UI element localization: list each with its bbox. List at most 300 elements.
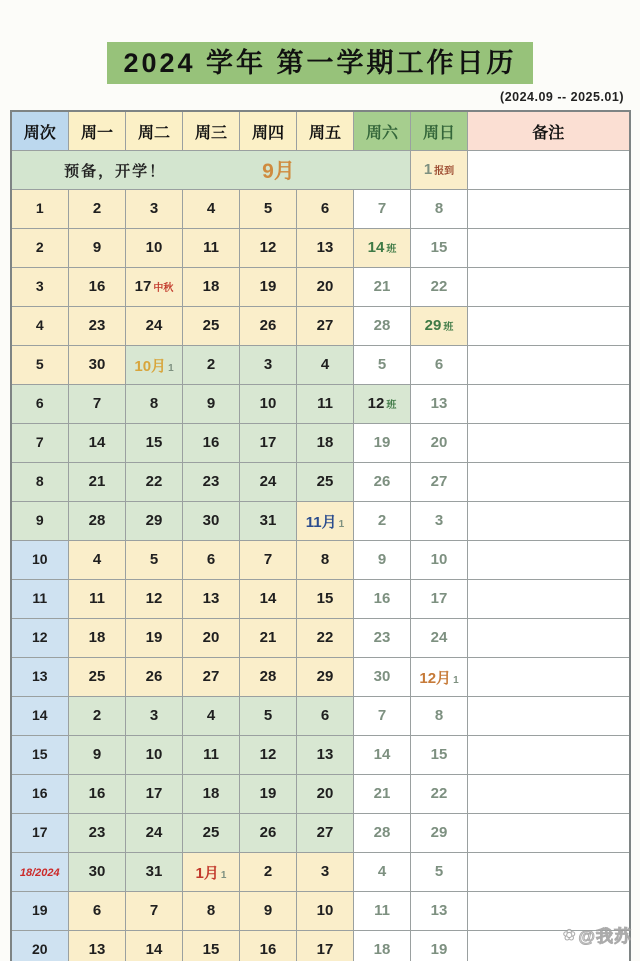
day-number: 18 (316, 434, 334, 452)
day-number: 26 (373, 473, 391, 491)
day-number: 28 (259, 668, 277, 686)
day-number: 5 (149, 551, 159, 569)
day-cell (183, 502, 240, 541)
day-number: 5 (377, 356, 387, 374)
day-cell (297, 814, 354, 853)
day-number: 16 (373, 590, 391, 608)
day-cell (183, 346, 240, 385)
day-cell (126, 853, 183, 892)
day-cell (69, 892, 126, 931)
date-range: (2024.09 -- 2025.01) (500, 90, 624, 105)
day-number: 25 (88, 668, 106, 686)
day-cell (411, 541, 468, 580)
day-cell (354, 463, 411, 502)
day-cell (354, 541, 411, 580)
week-number: 14 (31, 707, 48, 724)
day-number: 27 (430, 473, 448, 491)
day-number: 30 (88, 356, 106, 374)
day-number: 10 (259, 395, 277, 413)
day-number: 9 (263, 902, 273, 920)
note-cell (468, 853, 630, 892)
day-number: 2 (92, 200, 102, 218)
day-cell (297, 697, 354, 736)
day-cell (297, 268, 354, 307)
calendar-table (10, 110, 631, 961)
day-number: 17 (430, 590, 448, 608)
day-cell (297, 307, 354, 346)
day-number: 13 (430, 902, 448, 920)
week-row (11, 814, 630, 853)
week-row (11, 931, 630, 961)
day-number: 4 (377, 863, 387, 881)
day-annotation: 中秋 (153, 283, 174, 295)
day-cell (69, 190, 126, 229)
day-number: 2 (92, 707, 102, 725)
week-number-cell (11, 190, 69, 229)
day-cell (69, 229, 126, 268)
day-number: 14 (88, 434, 106, 452)
day-cell (126, 931, 183, 961)
day-cell (297, 346, 354, 385)
day-number: 17 (145, 785, 163, 803)
week-row (11, 268, 630, 307)
day-number: 3 (149, 200, 159, 218)
day-number: 14 (367, 239, 385, 257)
note-cell (468, 385, 630, 424)
note-cell (468, 229, 630, 268)
week-row (11, 346, 630, 385)
day-number: 5 (263, 200, 273, 218)
note-cell (468, 736, 630, 775)
day-number: 2 (377, 512, 387, 530)
week-number-cell (11, 892, 69, 931)
day-number: 21 (373, 278, 391, 296)
day-cell (411, 580, 468, 619)
day-cell (183, 619, 240, 658)
day-cell (183, 736, 240, 775)
day-number: 9 (206, 395, 216, 413)
day-cell (354, 424, 411, 463)
day-cell (354, 736, 411, 775)
day-cell (183, 853, 240, 892)
column-header-day1: 周一 (69, 111, 126, 151)
week-row (11, 619, 630, 658)
day-number: 15 (430, 746, 448, 764)
day-cell (183, 892, 240, 931)
day-cell (297, 385, 354, 424)
week-number: 15 (31, 746, 48, 763)
day-cell (126, 541, 183, 580)
day-cell (411, 853, 468, 892)
day-annotation: 报到 (434, 166, 455, 178)
day-cell (69, 541, 126, 580)
day-number: 12 (145, 590, 163, 608)
day-cell (69, 697, 126, 736)
day-cell (411, 619, 468, 658)
day-number: 8 (320, 551, 330, 569)
day-number: 1月 (195, 864, 219, 882)
day-number: 7 (263, 551, 273, 569)
day-number: 21 (88, 473, 106, 491)
week-number: 3 (35, 278, 44, 295)
week-number: 6 (35, 395, 44, 412)
day-cell (297, 541, 354, 580)
day-cell (126, 736, 183, 775)
day-number: 15 (430, 239, 448, 257)
day-cell (297, 619, 354, 658)
day-number: 7 (149, 902, 159, 920)
week-row (11, 463, 630, 502)
day-cell (183, 385, 240, 424)
day-cell (297, 424, 354, 463)
week-number-cell (11, 268, 69, 307)
day-number: 11 (203, 239, 219, 257)
day-cell (183, 190, 240, 229)
day-number: 25 (202, 317, 220, 335)
day-cell (240, 892, 297, 931)
week-number: 17 (31, 824, 48, 841)
day-number: 11 (203, 746, 219, 764)
day-cell (240, 541, 297, 580)
day-number: 27 (316, 824, 334, 842)
day-number: 31 (259, 512, 277, 530)
day-number: 23 (88, 317, 106, 335)
day-number: 20 (430, 434, 448, 452)
day-cell (69, 775, 126, 814)
day-number: 17 (134, 278, 152, 296)
column-header-day3: 周三 (183, 111, 240, 151)
day-cell (411, 346, 468, 385)
day-number: 14 (145, 941, 163, 959)
week-number-cell (11, 229, 69, 268)
week-number-cell (11, 697, 69, 736)
day-cell (183, 268, 240, 307)
day-number: 16 (88, 278, 106, 296)
day-cell (354, 775, 411, 814)
day-number: 11 (89, 590, 105, 608)
note-cell (468, 658, 630, 697)
day-cell (183, 775, 240, 814)
note-cell (468, 580, 630, 619)
day-number: 8 (434, 707, 444, 725)
day-cell (411, 307, 468, 346)
day-number: 4 (206, 200, 216, 218)
day-cell (240, 580, 297, 619)
day-number: 30 (88, 863, 106, 881)
day-number: 13 (316, 239, 334, 257)
day-number: 13 (430, 395, 448, 413)
week-number: 2 (35, 239, 44, 256)
day-number: 29 (316, 668, 334, 686)
day-cell (354, 307, 411, 346)
day-cell (126, 190, 183, 229)
day-number: 23 (88, 824, 106, 842)
week-number-cell (11, 658, 69, 697)
day-annotation: 1 (338, 518, 345, 530)
day-cell (240, 463, 297, 502)
day-number: 19 (259, 785, 277, 803)
day-cell (240, 658, 297, 697)
september-banner-row (11, 151, 630, 190)
week-number: 18/2024 (19, 867, 60, 880)
week-number: 13 (31, 668, 48, 685)
day-cell (354, 853, 411, 892)
note-cell (468, 775, 630, 814)
day-number: 5 (263, 707, 273, 725)
note-cell (468, 346, 630, 385)
week-number: 1 (35, 200, 44, 217)
column-header-day7: 周日 (411, 111, 468, 151)
day-number: 16 (88, 785, 106, 803)
day-cell (183, 580, 240, 619)
day-number: 13 (88, 941, 106, 959)
day-cell (354, 229, 411, 268)
day-number: 14 (259, 590, 277, 608)
day-cell-sep1 (411, 151, 468, 190)
day-cell (411, 502, 468, 541)
day-cell (240, 697, 297, 736)
week-number: 10 (31, 551, 48, 568)
day-number: 28 (373, 824, 391, 842)
week-number-cell (11, 775, 69, 814)
day-cell (69, 853, 126, 892)
day-number: 14 (373, 746, 391, 764)
day-cell (240, 775, 297, 814)
week-number: 19 (31, 902, 48, 919)
day-cell (411, 268, 468, 307)
day-cell (297, 853, 354, 892)
week-row (11, 736, 630, 775)
day-cell (183, 541, 240, 580)
day-cell (411, 892, 468, 931)
day-number: 28 (373, 317, 391, 335)
watermark-text: @我苏 (578, 927, 632, 946)
day-cell (69, 346, 126, 385)
day-cell (126, 697, 183, 736)
day-number: 21 (259, 629, 277, 647)
day-cell (240, 385, 297, 424)
column-header-day5: 周五 (297, 111, 354, 151)
day-cell (126, 619, 183, 658)
column-header-day2: 周二 (126, 111, 183, 151)
week-row (11, 424, 630, 463)
day-cell (240, 619, 297, 658)
day-number: 19 (430, 941, 448, 959)
week-row (11, 229, 630, 268)
day-cell (297, 463, 354, 502)
day-cell (411, 814, 468, 853)
week-number: 8 (35, 473, 44, 490)
day-number: 6 (320, 200, 330, 218)
day-cell (354, 346, 411, 385)
day-number: 23 (373, 629, 391, 647)
day-cell (126, 775, 183, 814)
day-number: 6 (434, 356, 444, 374)
week-number-cell (11, 619, 69, 658)
day-cell (126, 229, 183, 268)
day-cell (69, 463, 126, 502)
day-number: 19 (373, 434, 391, 452)
day-number: 9 (92, 746, 102, 764)
day-number: 26 (259, 824, 277, 842)
day-number: 15 (316, 590, 334, 608)
week-number-cell (11, 385, 69, 424)
day-cell (297, 736, 354, 775)
september-banner (11, 151, 411, 190)
day-number: 25 (202, 824, 220, 842)
banner-greeting: 预备，开学！ (64, 162, 167, 180)
day-cell (354, 814, 411, 853)
day-cell (354, 385, 411, 424)
day-cell (297, 502, 354, 541)
day-number: 9 (377, 551, 387, 569)
day-cell (183, 229, 240, 268)
column-header-note: 备注 (468, 111, 630, 151)
day-number: 19 (259, 278, 277, 296)
day-cell (297, 658, 354, 697)
day-cell (240, 502, 297, 541)
day-number: 3 (320, 863, 330, 881)
day-cell (411, 229, 468, 268)
day-number: 18 (88, 629, 106, 647)
day-cell (354, 931, 411, 961)
day-number: 8 (206, 902, 216, 920)
day-cell (69, 307, 126, 346)
day-cell (69, 424, 126, 463)
day-number: 3 (149, 707, 159, 725)
day-cell (411, 697, 468, 736)
week-row (11, 502, 630, 541)
day-number: 7 (92, 395, 102, 413)
day-cell (354, 502, 411, 541)
week-row (11, 385, 630, 424)
day-cell (183, 307, 240, 346)
day-number: 12 (259, 746, 277, 764)
day-number: 4 (320, 356, 330, 374)
day-number: 22 (430, 278, 448, 296)
day-cell (297, 229, 354, 268)
note-cell (468, 463, 630, 502)
day-number: 30 (373, 668, 391, 686)
day-number: 16 (202, 434, 220, 452)
day-number: 10 (430, 551, 448, 569)
day-cell (354, 268, 411, 307)
day-cell (183, 463, 240, 502)
day-number: 8 (434, 200, 444, 218)
day-cell (240, 268, 297, 307)
day-cell (183, 697, 240, 736)
day-cell (411, 775, 468, 814)
day-number: 6 (206, 551, 216, 569)
week-number-cell (11, 931, 69, 961)
day-number: 16 (259, 941, 277, 959)
day-number: 24 (259, 473, 277, 491)
day-cell (126, 892, 183, 931)
day-cell (240, 190, 297, 229)
day-annotation: 1 (453, 674, 459, 686)
day-cell (354, 697, 411, 736)
week-number-cell (11, 502, 69, 541)
day-cell (297, 892, 354, 931)
day-number: 2 (206, 356, 216, 374)
day-annotation: 班 (386, 244, 397, 256)
week-number-cell (11, 307, 69, 346)
day-number: 11月 (305, 513, 337, 531)
day-cell (354, 580, 411, 619)
day-number: 5 (434, 863, 444, 881)
note-cell (468, 307, 630, 346)
day-number: 19 (145, 629, 163, 647)
day-number: 12 (367, 395, 385, 413)
week-number: 16 (31, 785, 48, 802)
day-cell (354, 190, 411, 229)
week-number-cell (11, 580, 69, 619)
day-number: 20 (202, 629, 220, 647)
day-number: 3 (263, 356, 273, 374)
day-cell (411, 736, 468, 775)
day-cell (354, 892, 411, 931)
title-wrap (0, 0, 640, 84)
banner-month-label: 9月 (262, 160, 295, 184)
day-number: 20 (316, 785, 334, 803)
day-cell (69, 658, 126, 697)
note-cell (468, 190, 630, 229)
day-cell (240, 736, 297, 775)
day-number: 15 (145, 434, 163, 452)
day-cell (69, 814, 126, 853)
day-number: 3 (434, 512, 444, 530)
day-number: 1 (423, 161, 433, 179)
day-cell (354, 619, 411, 658)
day-number: 29 (424, 317, 442, 335)
day-number: 10 (316, 902, 334, 920)
day-number: 17 (259, 434, 277, 452)
day-number: 12 (259, 239, 277, 257)
day-number: 28 (88, 512, 106, 530)
column-header-week: 周次 (11, 111, 69, 151)
day-cell (354, 658, 411, 697)
day-number: 10 (145, 746, 163, 764)
day-number: 11 (374, 902, 390, 920)
day-number: 2 (263, 863, 273, 881)
day-cell (411, 463, 468, 502)
week-number: 9 (35, 512, 44, 529)
week-number-cell (11, 541, 69, 580)
day-number: 9 (92, 239, 102, 257)
note-cell (468, 424, 630, 463)
day-cell (126, 346, 183, 385)
day-number: 29 (145, 512, 163, 530)
day-number: 11 (317, 395, 333, 413)
note-cell (468, 502, 630, 541)
day-cell (411, 385, 468, 424)
week-number-cell (11, 814, 69, 853)
day-cell (69, 619, 126, 658)
week-row (11, 307, 630, 346)
day-number: 26 (259, 317, 277, 335)
header-row (11, 111, 630, 151)
week-row (11, 658, 630, 697)
week-number: 4 (35, 317, 44, 334)
week-row (11, 580, 630, 619)
day-annotation: 班 (443, 322, 454, 334)
week-number-cell (11, 424, 69, 463)
day-number: 22 (430, 785, 448, 803)
day-annotation: 班 (386, 400, 397, 412)
paw-logo-icon: ✿ (562, 926, 577, 944)
day-number: 6 (92, 902, 102, 920)
day-number: 7 (377, 200, 387, 218)
